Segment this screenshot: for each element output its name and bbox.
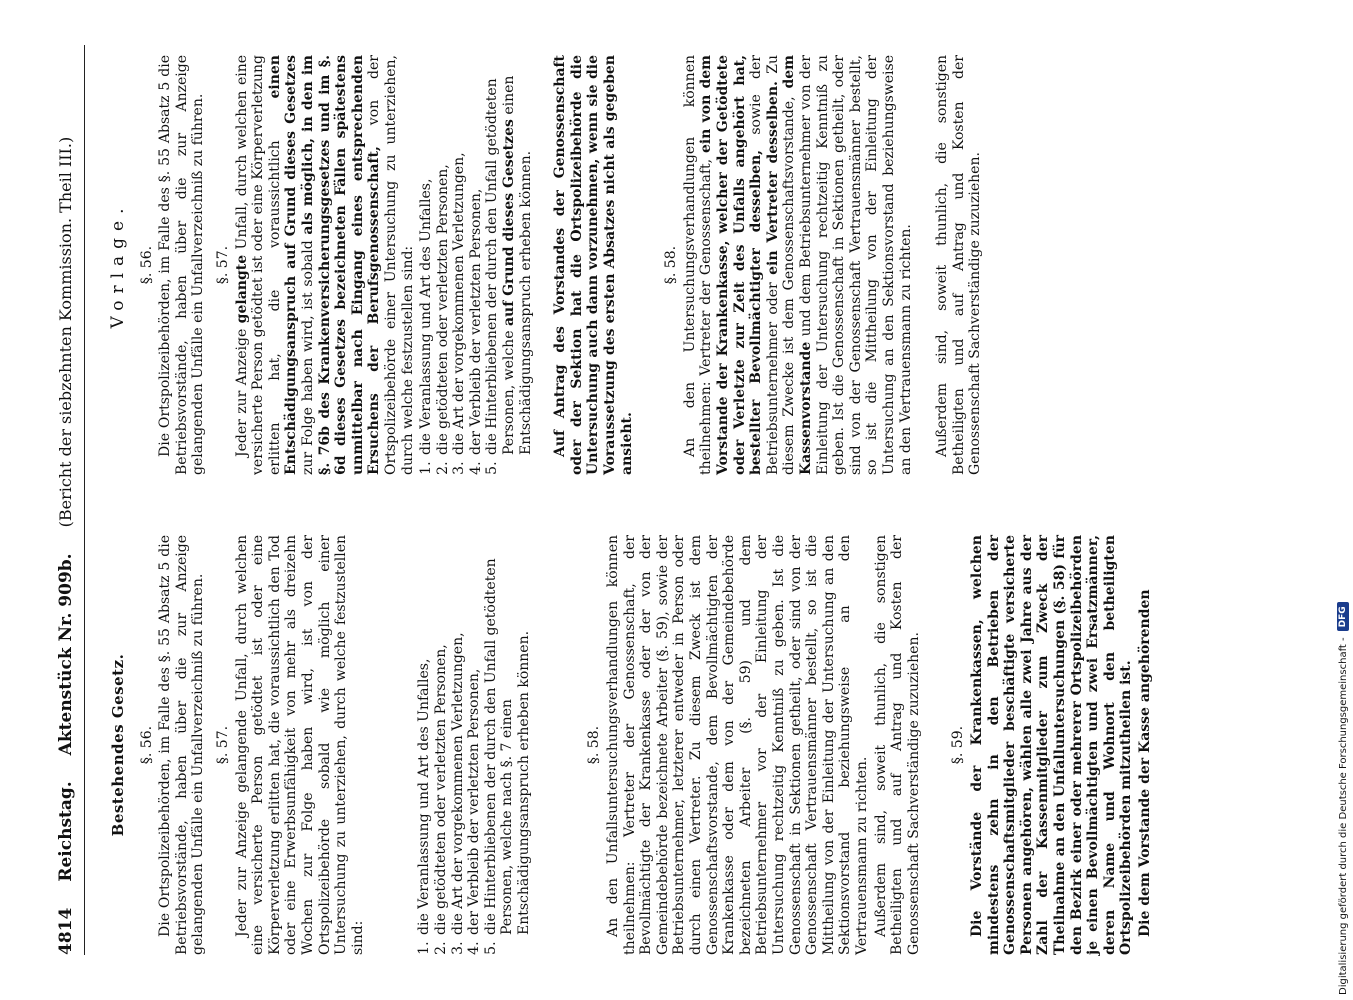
dfg-logo: DFG: [1337, 602, 1349, 631]
section-list: [418, 55, 534, 457]
section-heading: §. 57.: [214, 725, 231, 765]
text-run: und dem Betriebsunternehmer von der Einleitung der Untersuchung rechtzeitig Kenntniß zu geben. Ist die Genossenschaft in Sektionen getheilt, oder sind von der Genossenschaft Vertrauensmänner bestellt, so ist die Mittheilung von der Einleitung der Untersuchung an den Sektionsvorstand beziehungsweise an den Vertrauensmann zu richten.: [797, 55, 914, 475]
list-item: 1. die Veranlassung und Art des Unfalles,: [416, 535, 433, 937]
section-heading: §. 58.: [586, 725, 603, 765]
text-run-bold: gelangte: [233, 254, 250, 324]
section-heading: §. 56.: [138, 725, 155, 765]
section-text: Die Ortspolizeibehörden, im Falle des §. 55 Absatz 5 die Betriebsvorstände, haben über die zur Anzeige gelangenden Unfälle ein Unfallverzeichniß zu führen.: [157, 535, 207, 955]
text-run: einen Entschädigungsanspruch erheben können.: [501, 75, 534, 455]
column-title: Bestehendes Gesetz.: [109, 653, 127, 837]
text-run-bold: als möglich, in den im §. 76b des Krankenversicherungsgesetzes und im §. 6d dieses Gesetzes bezeichneten Fällen spätestens unmittelbar nach Eingang eines entsprechenden Ersuchens der Berufsgenossenschaft,: [299, 55, 383, 475]
section-list: [416, 535, 532, 937]
header-rule: [84, 45, 85, 955]
text-run: An den Untersuchungsverhandlungen können theilnehmen: Vertreter der Genossenschaft,: [681, 55, 715, 475]
text-run-bold: ein von dem Vorstande der Krankenkasse, welcher der Getödtete oder Verletzte zur Zeit des Unfalls angehört hat, bestellter Bevollmächtigter desselben,: [698, 55, 765, 475]
column-title: Vorlage.: [108, 201, 128, 329]
list-item: 5. die Hinterbliebenen der durch den Unfall getödteten Personen, welche nach §. 7 einen Entschädigungsanspruch erheben können.: [483, 535, 533, 937]
text-run-bold: einen Entschädigungsanspruch auf Grund dieses Gesetzes: [266, 55, 300, 475]
section-heading: §. 59.: [950, 725, 967, 765]
list-item: 4. der Verbleib der verletzten Personen,: [468, 55, 485, 457]
list-item: 2. die getödteten oder verletzten Personen,: [435, 55, 452, 457]
section-text-bold: Auf Antrag des Vorstandes der Genossenschaft oder der Sektion hat die Ortspolizeibehörde die Untersuchung auch dann vorzunehmen, wenn sie die Voraussetzung des ersten Absatzes nicht als gegeben ansieht.: [552, 55, 635, 475]
section-heading: §. 56.: [138, 245, 155, 285]
text-run: sowie der Betriebsunternehmer oder: [748, 55, 781, 475]
digitization-credit: [1337, 475, 1349, 995]
section-text: [234, 55, 417, 475]
credit-text: Digitalisierung gefördert durch die Deutsche Forschungsgemeinschaft -: [1337, 637, 1349, 995]
section-text: Außerdem sind, soweit thunlich, die sonstigen Betheiligten und auf Antrag und Kosten der Genossenschaft Sachverständige zuzuziehen.: [934, 55, 984, 475]
text-run: Jeder zur Anzeige: [233, 328, 250, 457]
page-header: [58, 45, 82, 955]
text-run: Zu diesem Zwecke ist dem Genossenschaftsvorstande,: [764, 54, 798, 475]
section-text: Die Ortspolizeibehörden, im Falle des §. 55 Absatz 5 die Betriebsvorstände, haben über die zur Anzeige gelangenden Unfälle ein Unfallverzeichniß zu führen.: [157, 55, 207, 475]
text-run-bold: dem Kassenvorstande: [781, 55, 814, 475]
text-run: die Hinterbliebenen der durch den Unfall getödteten Personen, welche: [484, 78, 518, 455]
list-item: 3. die Art der vorgekommenen Verletzungen,: [450, 535, 467, 937]
page-number: 4814: [56, 907, 76, 955]
column-existing-law: [92, 535, 1155, 955]
section-text: Die dem Vorstande der Kasse angehörenden: [1136, 589, 1153, 937]
section-heading: §. 58.: [663, 245, 680, 285]
document-page: [58, 45, 1308, 955]
list-item: 2. die getödteten oder verletzten Personen,: [433, 535, 450, 937]
report-subtitle: (Bericht der siebzehnten Kommission. Theil III.): [56, 136, 75, 528]
section-text: Jeder zur Anzeige gelangende Unfall, durch welchen eine versicherte Person getödtet ist oder eine Körperverletzung erlitten hat, die voraussichtlich den Tod oder eine Erwerbsunfähigkeit von mehr als dreizehn Wochen zur Folge haben wird, ist von der Ortspolizeibehörde sobald wie möglich einer Untersuchung zu unterziehen, durch welche festzustellen sind:: [233, 535, 366, 955]
list-item: 4. der Verbleib der verletzten Personen,: [466, 535, 483, 937]
list-item: 3. die Art der vorgekommenen Verletzungen,: [451, 55, 468, 457]
publication-name: Reichstag.: [56, 781, 76, 882]
column-proposal: [92, 55, 986, 475]
section-heading: §. 57.: [214, 245, 231, 285]
text-run: Unfall, durch welchen eine versicherte Person getödtet ist oder eine Körperverletzung erlitten hat, die voraussichtlich: [233, 54, 283, 475]
section-text: An den Unfallsuntersuchungsverhandlungen können theilnehmen: Vertreter der Genossenschaft, der Bevollmächtigte der Krankenkasse oder der von der Gemeindebehörde bezeichnete Arbeiter (§. 59), sowie der Betriebsunternehmer, letzterer entweder in Person oder durch einen Vertreter. Zu diesem Zweck ist dem Genossenschaftsvorstande, dem Bevollmächtigten der Krankenkasse oder dem von der Gemeindebehörde bezeichneten Arbeiter (§. 59) und dem Betriebsunternehmer vor der Einleitung der Untersuchung rechtzeitig Kenntniß zu geben. Ist die Genossenschaft in Sektionen getheilt, oder sind von der Genossenschaft Vertrauensmänner bestellt, so ist die Mittheilung von der Einleitung der Untersuchung an den Sektionsvorstand beziehungsweise an den Vertrauensmann zu richten.: [605, 535, 870, 955]
list-item: 1. die Veranlassung und Art des Unfalles,: [418, 55, 435, 457]
document-number: Aktenstück Nr. 909b.: [56, 553, 76, 756]
section-text: Außerdem sind, soweit thunlich, die sonstigen Betheiligten und auf Antrag und Kosten der Genossenschaft Sachverständige zuzuziehen.: [872, 535, 922, 955]
text-run-bold: auf Grund dieses Gesetzes: [501, 119, 518, 327]
list-item: [484, 55, 534, 457]
text-run-bold: ein Vertreter desselben.: [764, 81, 781, 275]
section-text: Die Vorstände der Krankenkassen, welchen mindestens zehn in den Betrieben der Genossenschaftsmitglieder beschäftigte versicherte Personen angehören, wählen alle zwei Jahre aus der Zahl der Kassenmitglieder zum Zweck der Theilnahme an den Unfalluntersuchungen (§. 58) für den Bezirk einer oder mehrerer Ortspolizeibehörden je einen Bevollmächtigten und zwei Ersatzmänner, deren Name und Wohnort den betheiligten Ortspolizeibehörden mitzutheilen ist.: [968, 535, 1135, 955]
section-text: [682, 55, 914, 475]
text-run: von der Ortspolizeibehörde einer Untersuchung zu unterziehen, durch welche festzustellen sind:: [366, 54, 416, 475]
text-run: zur Folge haben wird, ist sobald: [299, 240, 316, 475]
